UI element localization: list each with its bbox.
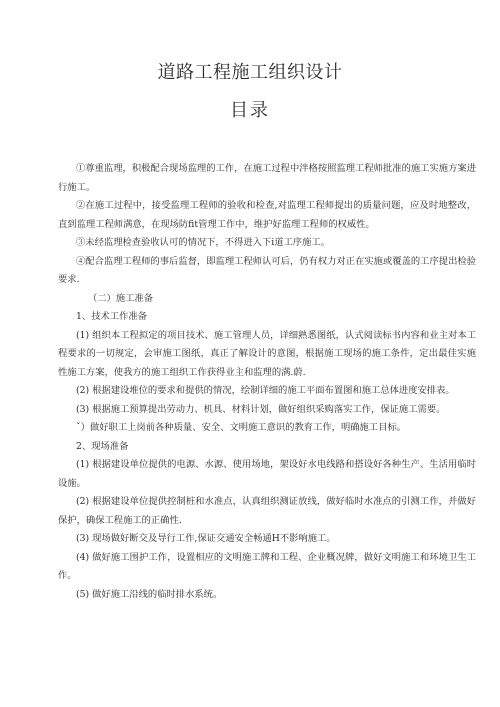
paragraph-site-3: (3) 现场做好断交及导行工作,保证交通安全畅通H不影响施工。 [76, 533, 336, 544]
document-title: 道路工程施工组织设计 [157, 62, 343, 83]
paragraph-tech-3: (3) 根据施工预算提出劳动力、机具、材料计划，做好组织采购落实工作，保证施工需要。 [76, 403, 446, 415]
paragraph-tech-1: (1) 组织本工程拟定的项目技术、施工管理人员，详细熟悉图纸，认式阅读标书内容和业主对本工程要求的一切规定，会审施工图纸，真正了解设计的意图，根据施工现场的施工条件，定出最佳实施性施工方案，使我方的施工组织工作获得业主和监理的满.蔚. [58, 329, 476, 378]
paragraph-2: ②在施工过程中，接受监理工程师的验收和检查,对监理工程师提出的质量问题，应及时地整改，直到监理工程师满意，在现场防fit管理工作中，维护好监理工程师的权威性。 [58, 200, 476, 230]
paragraph-site-2: (2) 根据建设单位提供控制桩和水准点，认真组织测证放线，做好临时水准点的引测工作，并做好保护，确保工程施工的正确性. [58, 496, 476, 526]
paragraph-1: ①尊重监理，积极配合现场监理的工作，在施工过程中泮格按照监理工程师批准的施工实施方案进行施工。 [58, 163, 476, 193]
section-heading-preparation: （二）施工准备 [88, 292, 154, 304]
paragraph-3: ③未经监理检查验收认可的情况下，不得进入下i道工序施工。 [76, 237, 330, 248]
paragraph-site-1: (1) 根据建设单位提供的电源、水源、使用场地，架设好水电线路和搭设好各种生产、生活用临时设施。 [58, 459, 476, 489]
paragraph-site-4: (4) 做好施工围护工作，设置相应的文明施工牌和工程、企业概况牌，做好文明施工和环境卫生工作。 [58, 551, 476, 581]
document-subtitle: 目录 [230, 100, 270, 121]
paragraph-tech-4: ˇ）做好职工上岗前各种质量、安全、文明施工意识的教育工作，明确施工目标。 [76, 422, 407, 433]
subsection-heading-site: 2、现场准备 [76, 440, 129, 452]
subsection-heading-technical: 1、技术工作准备 [76, 311, 147, 322]
paragraph-tech-2: (2) 根据建设堆位的要求和提供的情况，绘制详细的施工平面布置图和施工总体进度安排表。 [76, 385, 455, 396]
paragraph-4: ④配合监理工程师的事后监督，即监理工程师认可后，仍有权力对正在实施或覆盖的工序提出检验要求. [58, 255, 476, 285]
paragraph-site-5: (5) 做好施工沿线的临时排水系统。 [76, 588, 223, 600]
body-text [58, 160, 476, 604]
